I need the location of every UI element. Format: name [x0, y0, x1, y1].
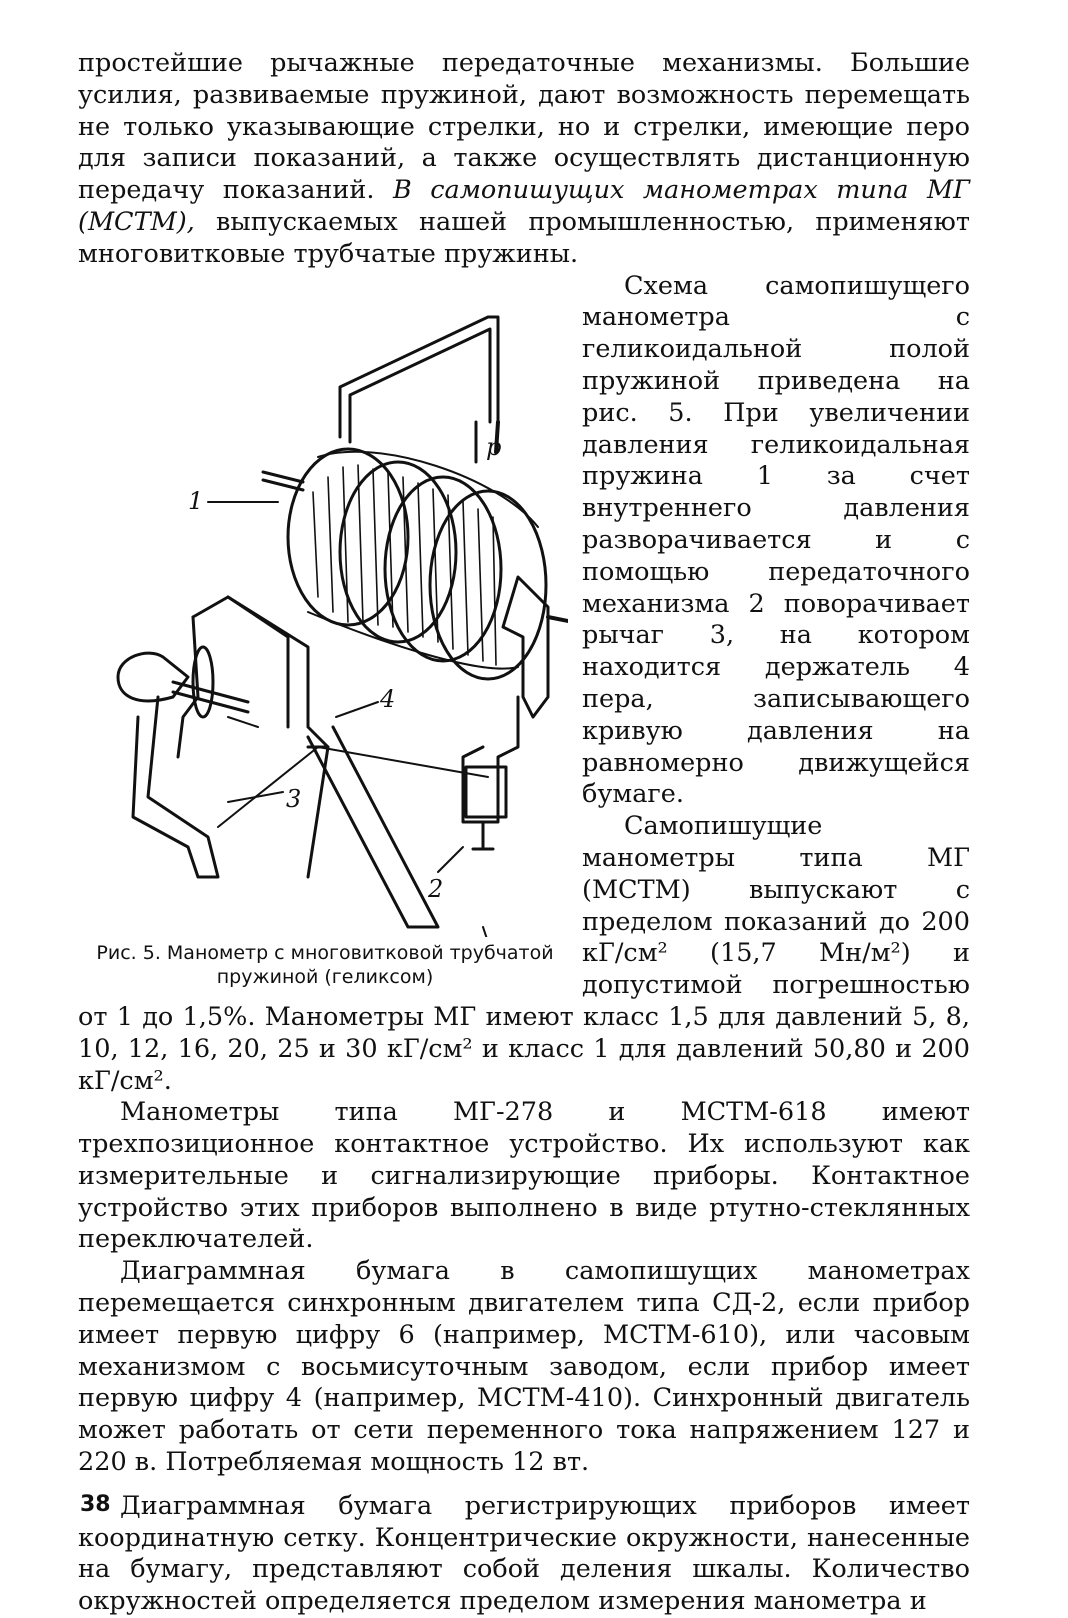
paragraph-1-tail: выпускаемых нашей промышленностью, применяют многовитковые трубчатые пружины.	[78, 206, 970, 269]
manometer-illustration	[78, 277, 568, 937]
paragraph-1-italic: В самопишущих манометрах типа МГ (МСТМ),	[78, 175, 970, 237]
page-body	[78, 48, 970, 1618]
paragraph-5: Диаграммная бумага в самопишущих манометрах перемещается синхронным двигателем типа СД-2, если прибор имеет первую цифру 6 (например, МСТМ-610), или часовым механизмом с восьмисуточным заводом, если прибор имеет первую цифру 4 (например, МСТМ-410). Синхронный двигатель может работать от сети переменного тока напряжением 127 и 220 в. Потребляемая мощность 12 вт.	[78, 1256, 970, 1478]
label-4: 4	[380, 684, 396, 713]
label-2: 2	[428, 874, 444, 903]
label-p: p	[486, 432, 502, 461]
page-number: 38	[80, 1492, 111, 1517]
paragraph-1-text: простейшие рычажные передаточные механизмы. Большие усилия, развиваемые пружиной, дают возможность перемещать не только указывающие стрелки, но и стрелки, имеющие перо для записи показаний, а также осуществлять дистанционную передачу показаний.	[78, 48, 970, 206]
paragraph-1	[78, 48, 970, 271]
figure-5	[78, 277, 568, 989]
paragraph-2: Схема самопишущего манометра с геликоидальной полой пружиной приведена на рис. 5. При увеличении давления геликоидальная пружина 1 за счет внутреннего давления разворачивается и с помощью передаточного механизма 2 поворачивает рычаг 3, на котором находится держатель 4 пера, записывающего кривую давления на равномерно движущейся бумаге.	[582, 270, 970, 810]
label-3: 3	[286, 784, 302, 813]
paragraph-6: Диаграммная бумага регистрирующих приборов имеет координатную сетку. Концентрические окружности, нанесенные на бумагу, представляют собой деления шкалы. Количество окружностей определяется пределом измерения манометра и	[78, 1490, 970, 1617]
figure-caption: Рис. 5. Манометр с многовитковой трубчатой пружиной (геликсом)	[96, 941, 554, 988]
label-1: 1	[188, 486, 204, 515]
paragraph-4: Манометры типа МГ-278 и МСТМ-618 имеют трехпозиционное контактное устройство. Их используют как измерительные и сигнализирующие приборы. Контактное устройство этих приборов выполнено в виде ртутно-стеклянных переключателей.	[78, 1097, 970, 1255]
paragraph-3: Самопишущие манометры типа МГ (МСТМ) выпускают с пределом показаний до 200 кГ/см² (15,7 Мн/м²) и допустимой погрешностью от 1 до 1,5%. Манометры МГ имеют класс 1,5 для давлений 5, 8, 10, 12, 16, 20, 25 и 30 кГ/см² и класс 1 для давлений 50,80 и 200 кГ/см².	[78, 811, 970, 1096]
